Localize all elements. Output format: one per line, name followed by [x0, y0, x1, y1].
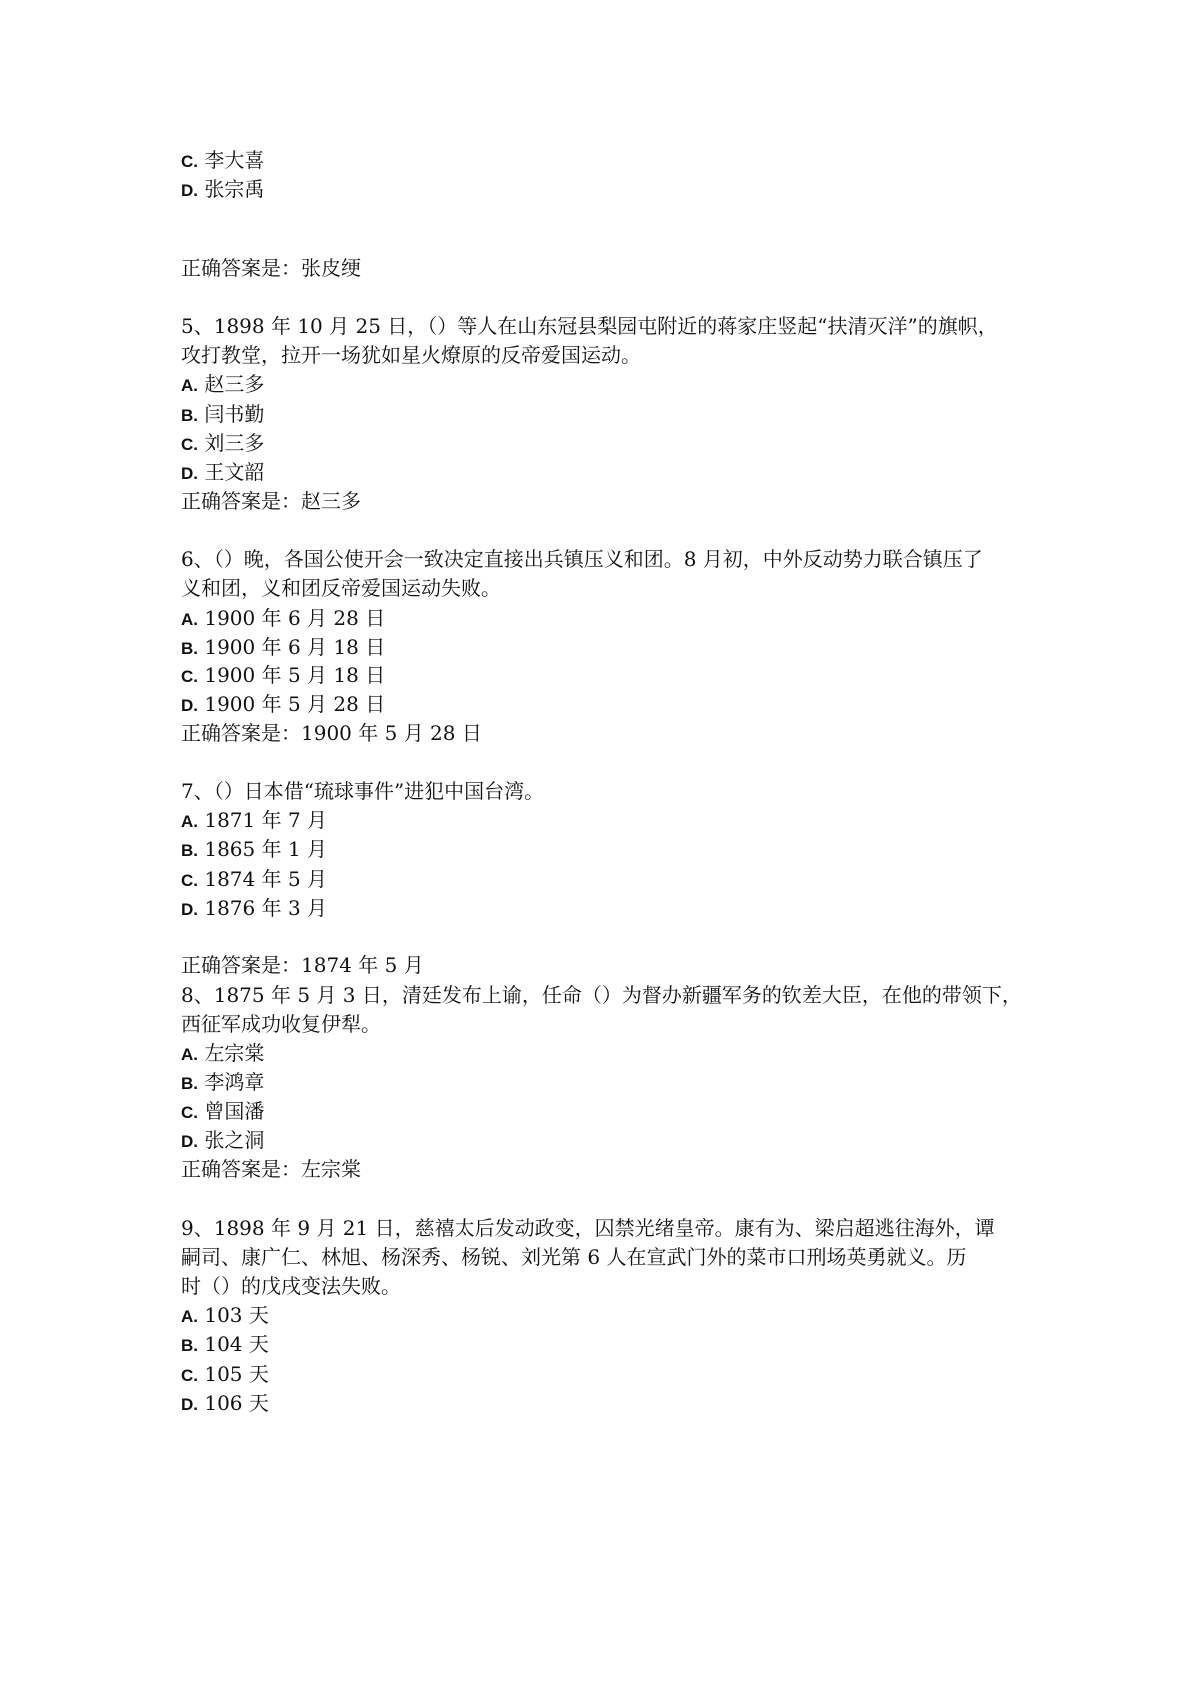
question-text: 嗣司、康广仁、林旭、杨深秀、杨锐、刘光第 6 人在宣武门外的菜市口刑场英勇就义。历 [181, 1245, 967, 1269]
question-text: 西征军成功收复伊犁。 [181, 1012, 381, 1036]
question-text: 义和团，义和团反帝爱国运动失败。 [181, 576, 501, 600]
option-d: D. 张宗禹 [181, 177, 265, 201]
answer-line: 正确答案是：张皮绠 [181, 256, 361, 280]
answer-line: 正确答案是：1900 年 5 月 28 日 [181, 721, 482, 745]
option-d: D. 张之洞 [181, 1128, 265, 1152]
question-text: 攻打教堂，拉开一场犹如星火燎原的反帝爱国运动。 [181, 343, 641, 367]
option-a: A. 103 天 [181, 1303, 269, 1327]
option-c: C. 105 天 [181, 1362, 269, 1386]
option-c: C. 1900 年 5 月 18 日 [181, 663, 386, 687]
option-d: D. 1876 年 3 月 [181, 896, 328, 920]
option-a: A. 1871 年 7 月 [181, 808, 328, 832]
option-a: A. 左宗棠 [181, 1041, 265, 1065]
option-d: D. 106 天 [181, 1391, 269, 1415]
option-b: B. 闫书勤 [181, 402, 265, 426]
question-text: 5、1898 年 10 月 25 日，（）等人在山东冠县梨园屯附近的蒋家庄竖起“扶清灭洋”的旗帜， [181, 314, 998, 338]
answer-line: 正确答案是：左宗棠 [181, 1157, 361, 1181]
option-d: D. 王文韶 [181, 460, 265, 484]
option-a: A. 1900 年 6 月 28 日 [181, 606, 386, 630]
option-b: B. 李鸿章 [181, 1070, 265, 1094]
option-c: C. 1874 年 5 月 [181, 867, 328, 891]
option-b: B. 1900 年 6 月 18 日 [181, 635, 386, 659]
question-text: 9、1898 年 9 月 21 日，慈禧太后发动政变，囚禁光绪皇帝。康有为、梁启超逃往海外，谭 [181, 1216, 995, 1240]
option-b: B. 1865 年 1 月 [181, 837, 328, 861]
option-c: C. 曾国潘 [181, 1099, 265, 1123]
option-a: A. 赵三多 [181, 372, 265, 396]
option-d: D. 1900 年 5 月 28 日 [181, 692, 386, 716]
answer-line: 正确答案是：赵三多 [181, 489, 361, 513]
option-b: B. 104 天 [181, 1332, 269, 1356]
question-text: 8、1875 年 5 月 3 日，清廷发布上谕，任命（）为督办新疆军务的钦差大臣，在他的带领下， [181, 983, 1022, 1007]
question-text: 6、（）晚，各国公使开会一致决定直接出兵镇压义和团。8 月初，中外反动势力联合镇压了 [181, 547, 983, 571]
answer-line: 正确答案是：1874 年 5 月 [181, 953, 424, 977]
option-c: C. 刘三多 [181, 431, 265, 455]
question-text: 7、（）日本借“琉球事件”进犯中国台湾。 [181, 779, 545, 803]
question-text: 时（）的戊戌变法失败。 [181, 1274, 401, 1298]
option-c: C. 李大喜 [181, 148, 265, 172]
